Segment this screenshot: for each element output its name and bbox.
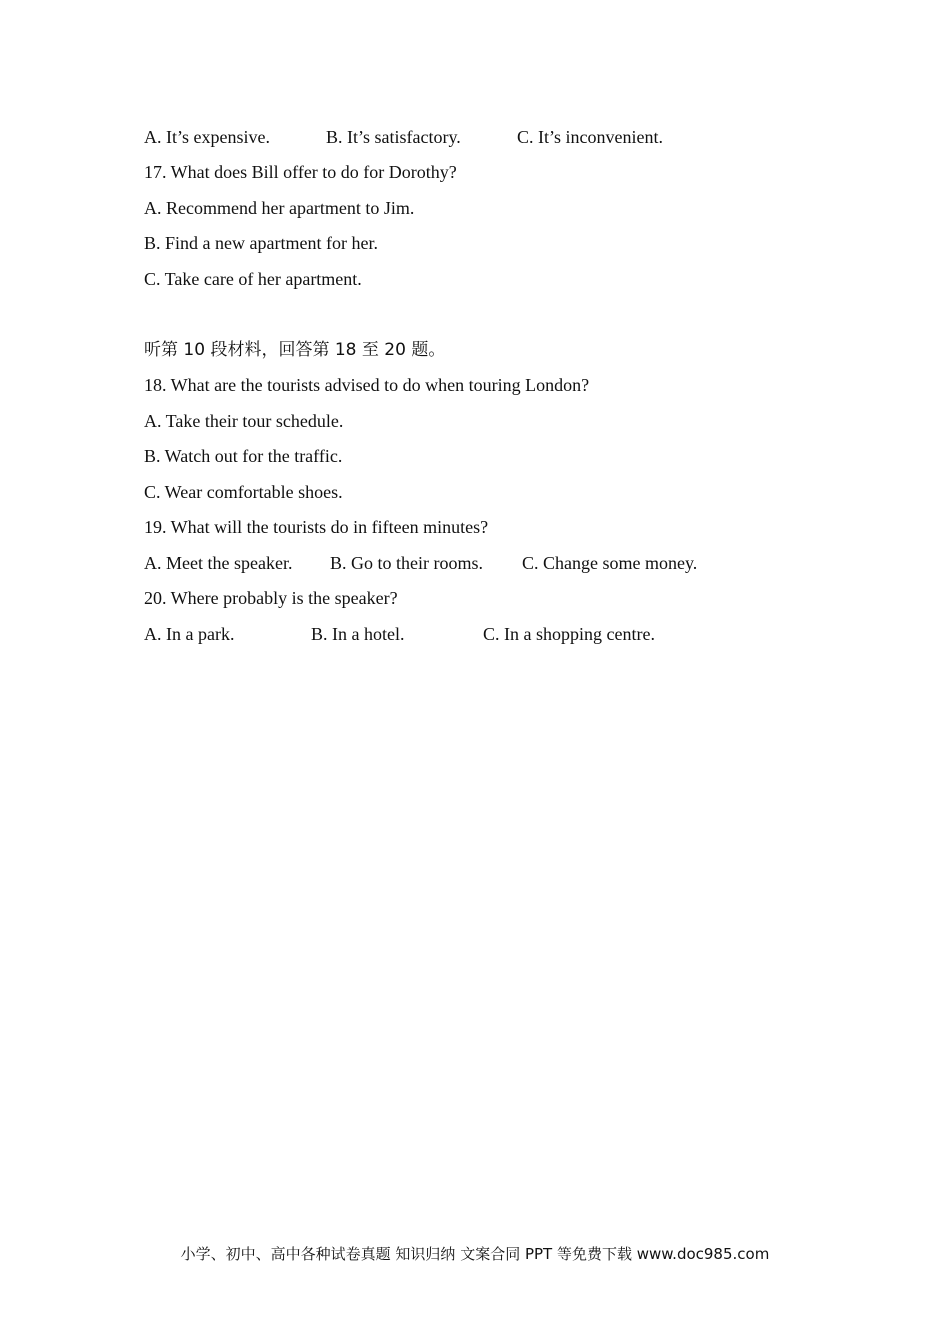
page-footer: 小学、初中、高中各种试卷真题 知识归纳 文案合同 PPT 等免费下载 www.doc985.com: [180, 1245, 770, 1263]
q19-question: 19. What will the tourists do in fifteen minutes?: [144, 517, 489, 537]
q19-option-c: C. Change some money.: [522, 553, 698, 573]
q17-option-c: C. Take care of her apartment.: [144, 269, 362, 289]
q17-option-a: A. Recommend her apartment to Jim.: [144, 198, 415, 218]
section-heading: 听第 10 段材料，回答第 18 至 20 题。: [144, 340, 446, 360]
q20-option-a: A. In a park.: [144, 624, 235, 644]
q19-option-a: A. Meet the speaker.: [144, 553, 293, 573]
q18-option-a: A. Take their tour schedule.: [144, 411, 344, 431]
q16-option-c: C. It’s inconvenient.: [517, 127, 663, 147]
q16-option-b: B. It’s satisfactory.: [326, 127, 461, 147]
q20-option-b: B. In a hotel.: [311, 624, 405, 644]
q20-question: 20. Where probably is the speaker?: [144, 588, 398, 608]
q17-option-b: B. Find a new apartment for her.: [144, 233, 378, 253]
q18-option-c: C. Wear comfortable shoes.: [144, 482, 343, 502]
q18-option-b: B. Watch out for the traffic.: [144, 446, 343, 466]
q20-option-c: C. In a shopping centre.: [483, 624, 655, 644]
q16-option-a: A. It’s expensive.: [144, 127, 270, 147]
q18-question: 18. What are the tourists advised to do when touring London?: [144, 375, 590, 395]
q17-question: 17. What does Bill offer to do for Dorothy?: [144, 162, 457, 182]
q19-option-b: B. Go to their rooms.: [330, 553, 483, 573]
